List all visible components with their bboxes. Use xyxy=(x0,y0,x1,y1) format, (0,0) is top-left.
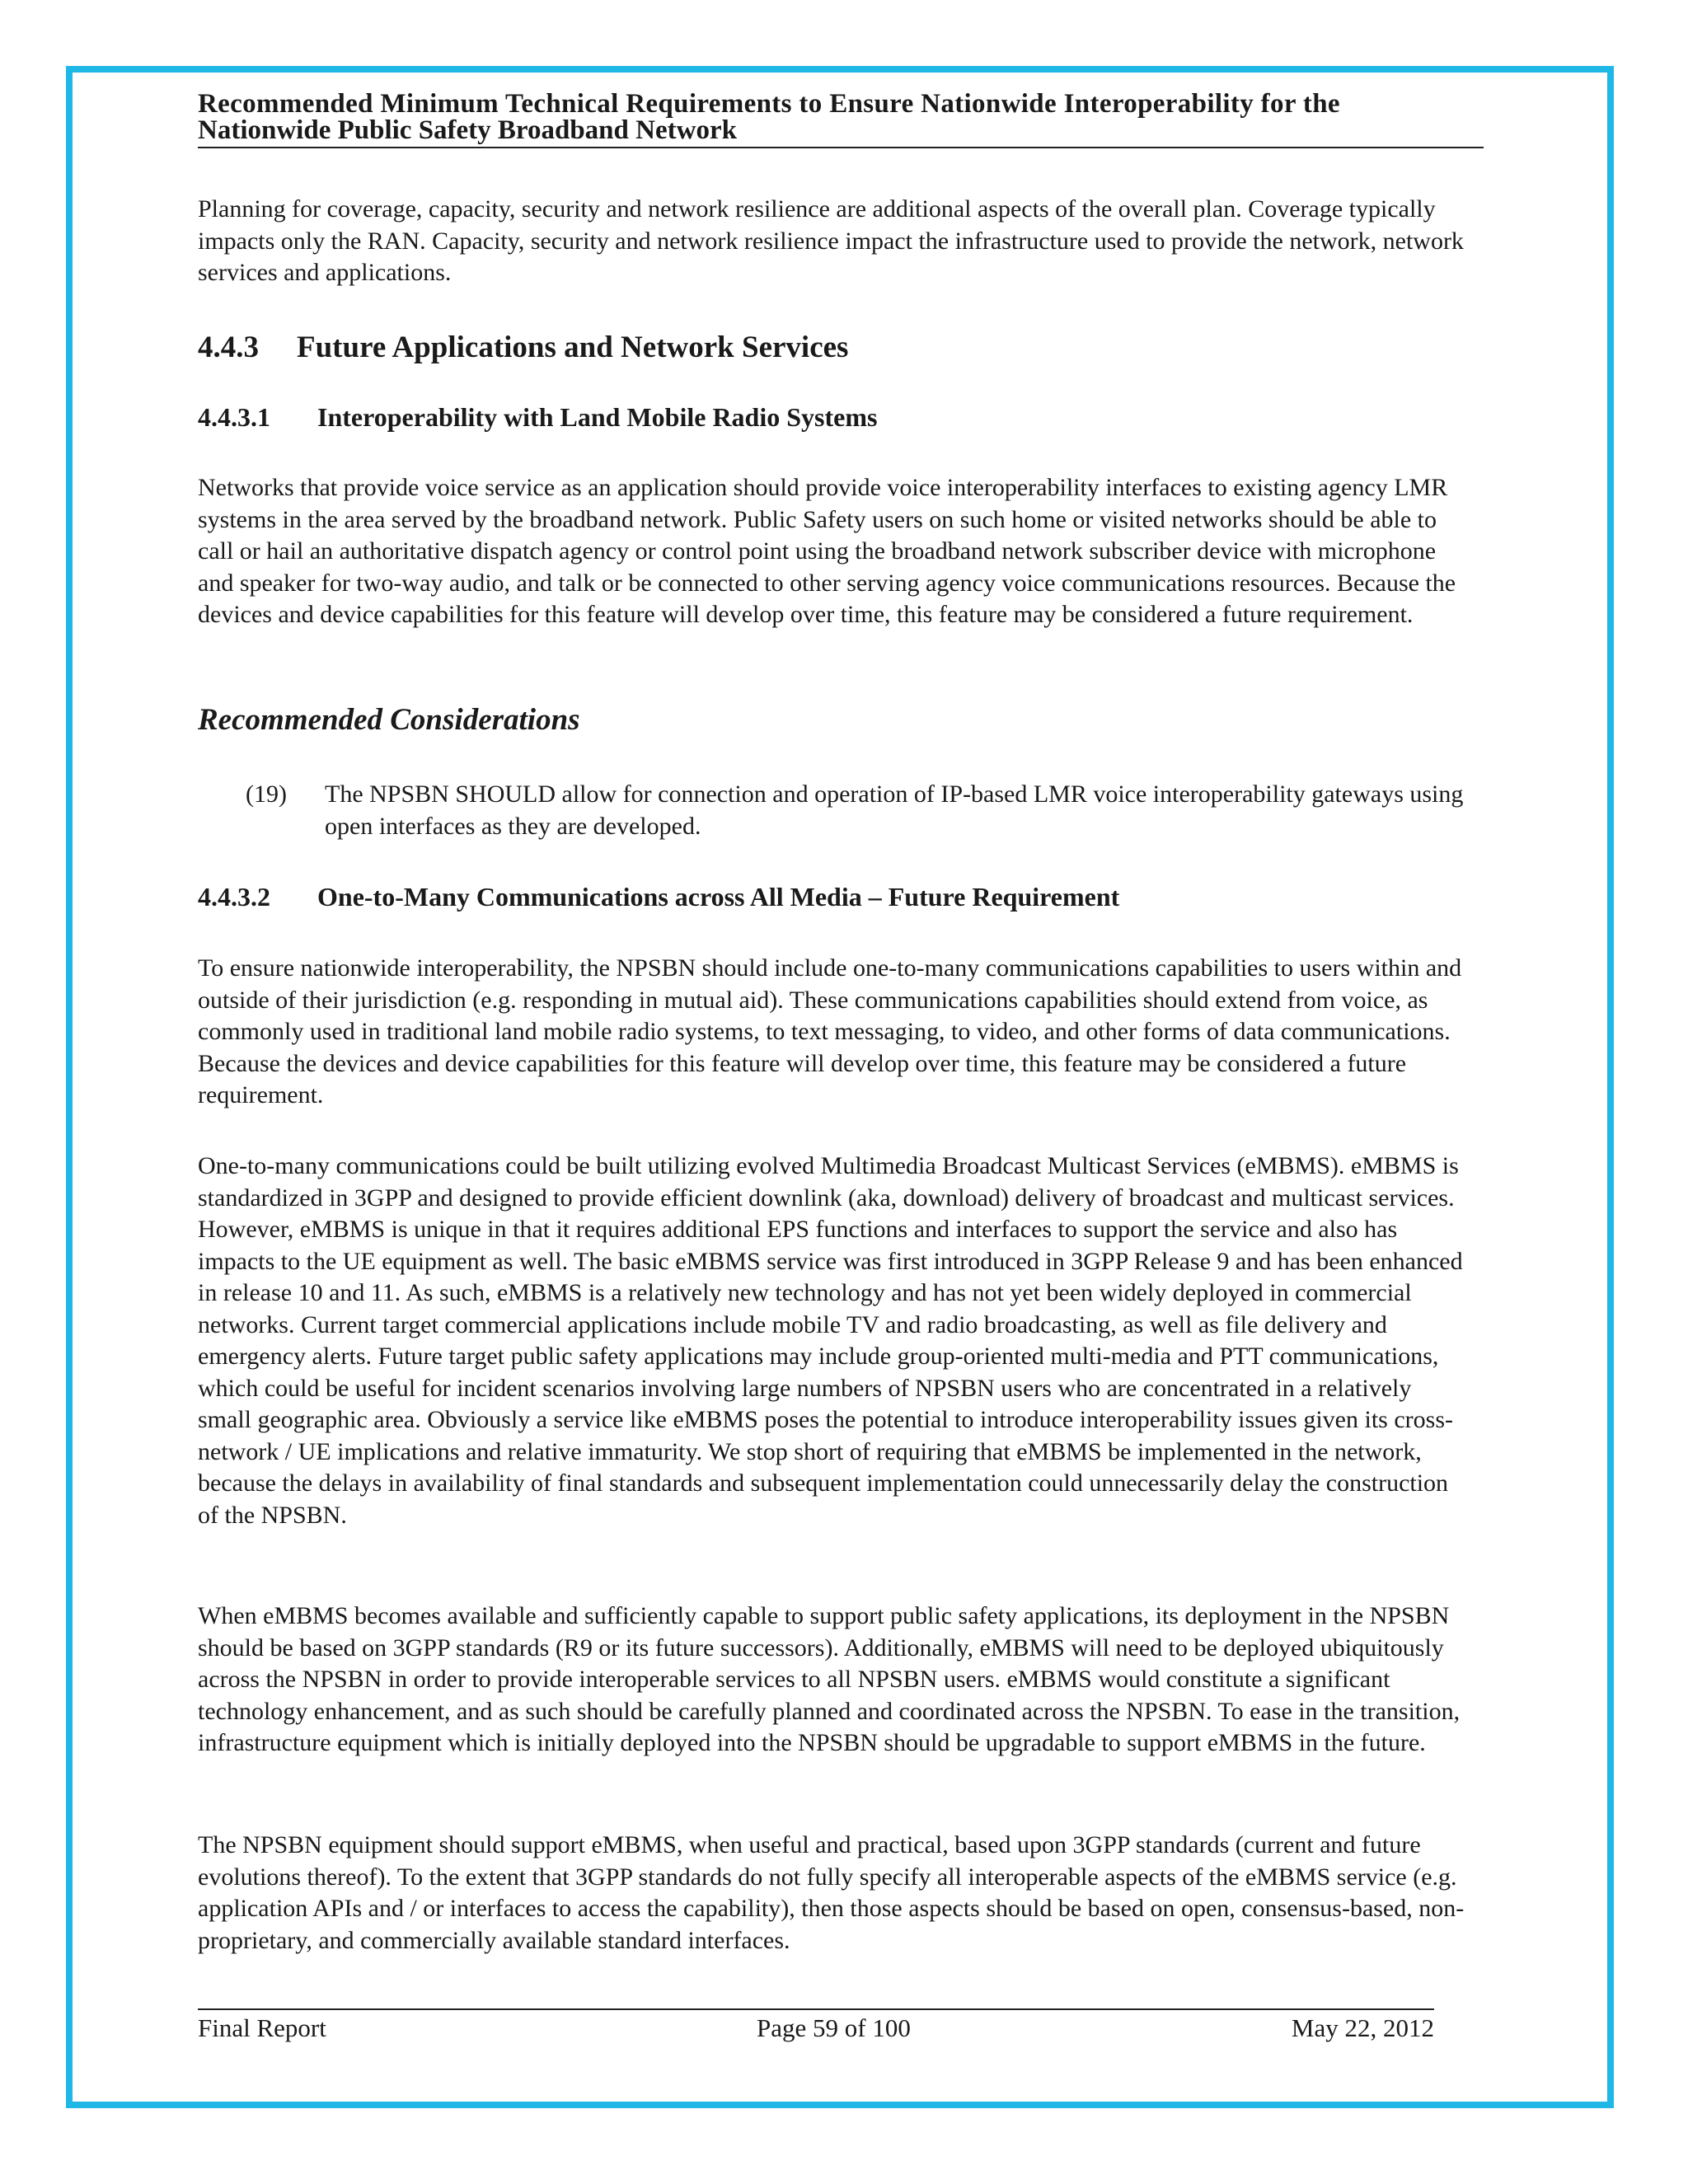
recommended-considerations-heading: Recommended Considerations xyxy=(198,703,580,737)
item-text: The NPSBN SHOULD allow for connection and operation of IP-based LMR voice interoperability gateways using open interfaces as they are developed. xyxy=(325,780,1464,840)
intro-paragraph: Planning for coverage, capacity, security and network resilience are additional aspects of the overall plan. Coverage typically impacts only the RAN. Capacity, security and network resilience impact the infrastructure used to provide the network, network services and applications. xyxy=(198,195,1464,286)
header-line-2: Nationwide Public Safety Broadband Network xyxy=(198,115,737,145)
page-number: Page 59 of 100 xyxy=(757,2013,911,2042)
footer-rule xyxy=(198,2008,1434,2010)
header-line-1 xyxy=(198,91,1484,117)
paragraph-one-to-many: To ensure nationwide interoperability, the NPSBN should include one-to-many communications capabilities to users within and outside of their jurisdiction (e.g. responding in mutual aid). These communications capabilities should extend from voice, as commonly used in traditional land mobile radio systems, to text messaging, to video, and other forms of data communications. Because the devices and device capabilities for this feature will develop over time, this feature may be considered a future requirement. xyxy=(198,954,1462,1108)
item-number: (19) xyxy=(246,780,287,808)
section-number: 4.4.3 xyxy=(198,330,259,364)
paragraph-embms-deployment: When eMBMS becomes available and sufficiently capable to support public safety applications, its deployment in the NPSBN should be based on 3GPP standards (R9 or its future successors). Additionally, eMBMS will need to be deployed ubiquitously across the NPSBN in order to provide interoperable services to all NPSBN users. eMBMS would constitute a significant technology enhancement, and as such should be carefully planned and coordinated across the NPSBN. To ease in the transition, infrastructure equipment which is initially deployed into the NPSBN should be upgradable to support eMBMS in the future. xyxy=(198,1602,1461,1756)
footer-left: Final Report xyxy=(198,2013,326,2042)
section-title: Interoperability with Land Mobile Radio Systems xyxy=(317,402,878,432)
section-title: One-to-Many Communications across All Media – Future Requirement xyxy=(317,882,1120,912)
section-heading-4-4-3-2 xyxy=(198,882,1119,912)
paragraph-embms-standards: The NPSBN equipment should support eMBMS, when useful and practical, based upon 3GPP standards (current and future evolutions thereof). To the extent that 3GPP standards do not fully specify all interoperable aspects of the eMBMS service (e.g. application APIs and / or interfaces to access the capability), then those aspects should be based on open, consensus-based, non-proprietary, and commercially available standard interfaces. xyxy=(198,1831,1465,1954)
footer-date: May 22, 2012 xyxy=(1291,2013,1434,2042)
document-header xyxy=(198,91,1484,148)
header-text-1: Recommended Minimum Technical Requirements to Ensure Nationwide Interoperability for the xyxy=(198,89,1340,119)
paragraph-lmr: Networks that provide voice service as an application should provide voice interoperability interfaces to existing agency LMR systems in the area served by the broadband network. Public Safety users on such home or visited networks should be able to call or hail an authoritative dispatch agency or control point using the broadband network subscriber device with microphone and speaker for two-way audio, and talk or be connected to other serving agency voice communications resources. Because the devices and device capabilities for this feature will develop over time, this feature may be considered a future requirement. xyxy=(198,474,1456,628)
paragraph-embms: One-to-many communications could be built utilizing evolved Multimedia Broadcast Multicast Services (eMBMS). eMBMS is standardized in 3GPP and designed to provide efficient downlink (aka, download) delivery of broadcast and multicast services. However, eMBMS is unique in that it requires additional EPS functions and interfaces to support the service and also has impacts to the UE equipment as well. The basic eMBMS service was first introduced in 3GPP Release 9 and has been enhanced in release 10 and 11. As such, eMBMS is a relatively new technology and has not yet been widely deployed in commercial networks. Current target commercial applications include mobile TV and radio broadcasting, as well as file delivery and emergency alerts. Future target public safety applications may include group-oriented multi-media and PTT communications, which could be useful for incident scenarios involving large numbers of NPSBN users who are concentrated in a relatively small geographic area. Obviously a service like eMBMS poses the potential to introduce interoperability issues given its cross-network / UE implications and relative immaturity. We stop short of requiring that eMBMS be implemented in the network, because the delays in availability of final standards and subsequent implementation could unnecessarily delay the construction of the NPSBN. xyxy=(198,1152,1463,1529)
section-number: 4.4.3.2 xyxy=(198,882,270,912)
section-number: 4.4.3.1 xyxy=(198,402,270,432)
section-heading-4-4-3-1 xyxy=(198,402,877,433)
section-heading-4-4-3 xyxy=(198,330,848,365)
document-page xyxy=(198,89,1484,1954)
recommendation-item xyxy=(246,779,1465,842)
section-title: Future Applications and Network Services xyxy=(297,330,849,364)
